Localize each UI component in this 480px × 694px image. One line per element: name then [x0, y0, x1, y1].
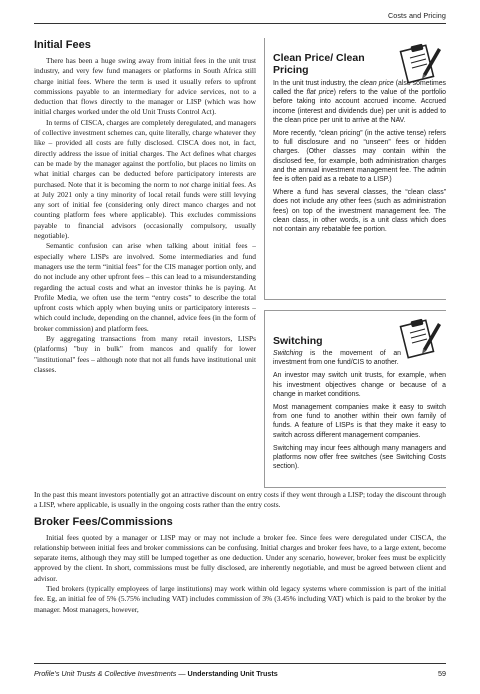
clean-price-p1-start: In the unit trust industry, the — [273, 80, 361, 87]
switching-p1-rest: is the movement of an investment from one fund/CIS to another. — [273, 350, 401, 367]
clipboard-pencil-icon — [398, 315, 442, 359]
clean-price-p1-mid: (also sometimes called the — [273, 80, 446, 97]
initial-fees-paragraph-1: There has been a huge swing away from initial fees in the unit trust industry, and very few fund managers or platforms in South Africa still charge initial fees. Where the term is used it usually refers to upfront commissions payable to an intermediary for advice services, not to a deduction that flows directly to the manager or LISP (which was how initial charges worked under the old Unit Trusts Control Act). — [34, 56, 256, 117]
initial-fees-heading: Initial Fees — [34, 39, 91, 51]
switching-paragraph-1 — [273, 349, 401, 367]
emphasis-clean-price: clean price — [360, 80, 394, 87]
footer-rule — [34, 663, 446, 664]
clean-price-heading: Clean Price/ Clean Pricing — [273, 52, 365, 76]
initial-fees-paragraph-2-end: charge initial fees. As at July 2021 only a tiny minority of local retail funds were still levying any sort of initial fee (considering only direct manco charges and not counting platform fees where applicable). This excludes commissions payable to financial advisors (occasionally compulsory, usually negotiable). — [34, 179, 256, 241]
footer-book-title: Understanding Unit Trusts — [187, 669, 278, 678]
initial-fees-paragraph-5: In the past this meant investors potentially got an attractive discount on entry costs if they went through a LISP; today the discount through a LISP, where applicable, is usually in the ongoing costs rather than the entry costs. — [34, 490, 446, 510]
footer-title — [34, 669, 278, 678]
broker-fees-paragraph-1: Initial fees quoted by a manager or LISP may or may not include a broker fee. Since fees were deregulated under CISCA, the relationship between initial fees and broker commissions can be confusing. Initial charges and broker fees have, to a large extent, become separate items, although they may still be lumped together as one deduction. Under any scenario, however, broker fees must be explicitly approved by the client. In short, commissions must be fully disclosed, are inherently negotiable, and must be agreed between client and advisor. — [34, 532, 446, 583]
initial-fees-paragraph-3: Semantic confusion can arise when talking about initial fees – especially where LISPs are involved. Some intermediaries and fund managers use the term “initial fees” for the CIS manager portion only, and do not include any other upfront fees – this can lead to a misunderstanding regarding the actual costs and what an investor thinks he is paying. At Profile Media, we often use the term “entry costs” to describe the total upfront costs which apply when buying units or participatory interests – which could include, depending on the channel, advice fees (in the form of broker commission) and platform fees. — [34, 241, 256, 333]
switching-paragraph-2: An investor may switch unit trusts, for example, when his investment objectives change or because of a change in market conditions. — [273, 372, 446, 398]
switching-sidebar — [264, 310, 446, 488]
broker-fees-paragraph-2: Tied brokers (typically employees of large institutions) may work within old legacy systems where commission is part of the initial fee. Eg, an initial fee of 5% (5.75% including VAT) includes commission of 3% (3.45% including VAT) which is paid to the broker by the manager. Most managers, however, — [34, 584, 446, 614]
footer-publication: Profile’s Unit Trusts & Collective Investments — — [34, 669, 188, 678]
clean-price-paragraph-3: Where a fund has several classes, the “clean class” does not include any other fees (such as administration fees) on top of the investment management fee. The clean class, in other words, is a unit class which does not contain any rebatable fee portion. — [273, 189, 446, 234]
broker-fees-heading: Broker Fees/Commissions — [34, 515, 173, 528]
emphasis-not: not — [179, 179, 189, 189]
initial-fees-column — [34, 38, 256, 375]
initial-fees-paragraph-2 — [34, 118, 256, 242]
wide-column — [34, 490, 446, 615]
initial-fees-paragraph-2-start: In terms of CISCA, charges are completely deregulated, and managers of collective investment schemes can, quite literally, charge whatever they like – provided all costs are fully disclosed. CISCA does not, in fact, directly address the issue of initial charges. The Act defines what charges can be made by the manager against the portfolio, but places no limits on what initial charges can be deducted before participatory interests are purchased. Note that it is becoming the norm to — [34, 117, 256, 189]
page-number: 59 — [438, 669, 446, 678]
header-rule — [34, 23, 446, 24]
running-header: Costs and Pricing — [387, 11, 446, 20]
emphasis-switching: Switching — [273, 350, 303, 357]
clipboard-pencil-icon — [398, 40, 442, 84]
emphasis-flat-price: flat price — [306, 89, 334, 97]
switching-heading: Switching — [273, 335, 323, 347]
clean-price-paragraph-1 — [273, 79, 446, 125]
initial-fees-paragraph-4: By aggregating transactions from many retail investors, LISPs (platforms) "buy in bulk" from mancos and qualify for lower "institutional" fees – although note that not all funds have institutional unit classes. — [34, 334, 256, 374]
switching-paragraph-4: Switching may incur fees although many managers and platforms now offer free switches (see Switching Costs section). — [273, 444, 446, 471]
clean-price-p1-end: ) refers to the value of the portfolio before taking into account accrued income. Accrued income (interest and dividends due) per unit is added to the clean price per unit to arrive at the NAV. — [273, 89, 446, 124]
clean-price-paragraph-2: More recently, “clean pricing” (in the active tense) refers to full disclosure and no “unseen” fees or hidden charges. (Other classes may contain within the disclosed fee, for example, both administration charges and the annual investment management fee. The admin fee is often paid as a rebate to a LISP.) — [273, 130, 446, 184]
switching-paragraph-3: Most management companies make it easy to switch from one fund to another within their own family of funds. A feature of LISPs is that they make it easy to switch across different management companies. — [273, 404, 446, 439]
clean-price-sidebar — [264, 38, 446, 300]
